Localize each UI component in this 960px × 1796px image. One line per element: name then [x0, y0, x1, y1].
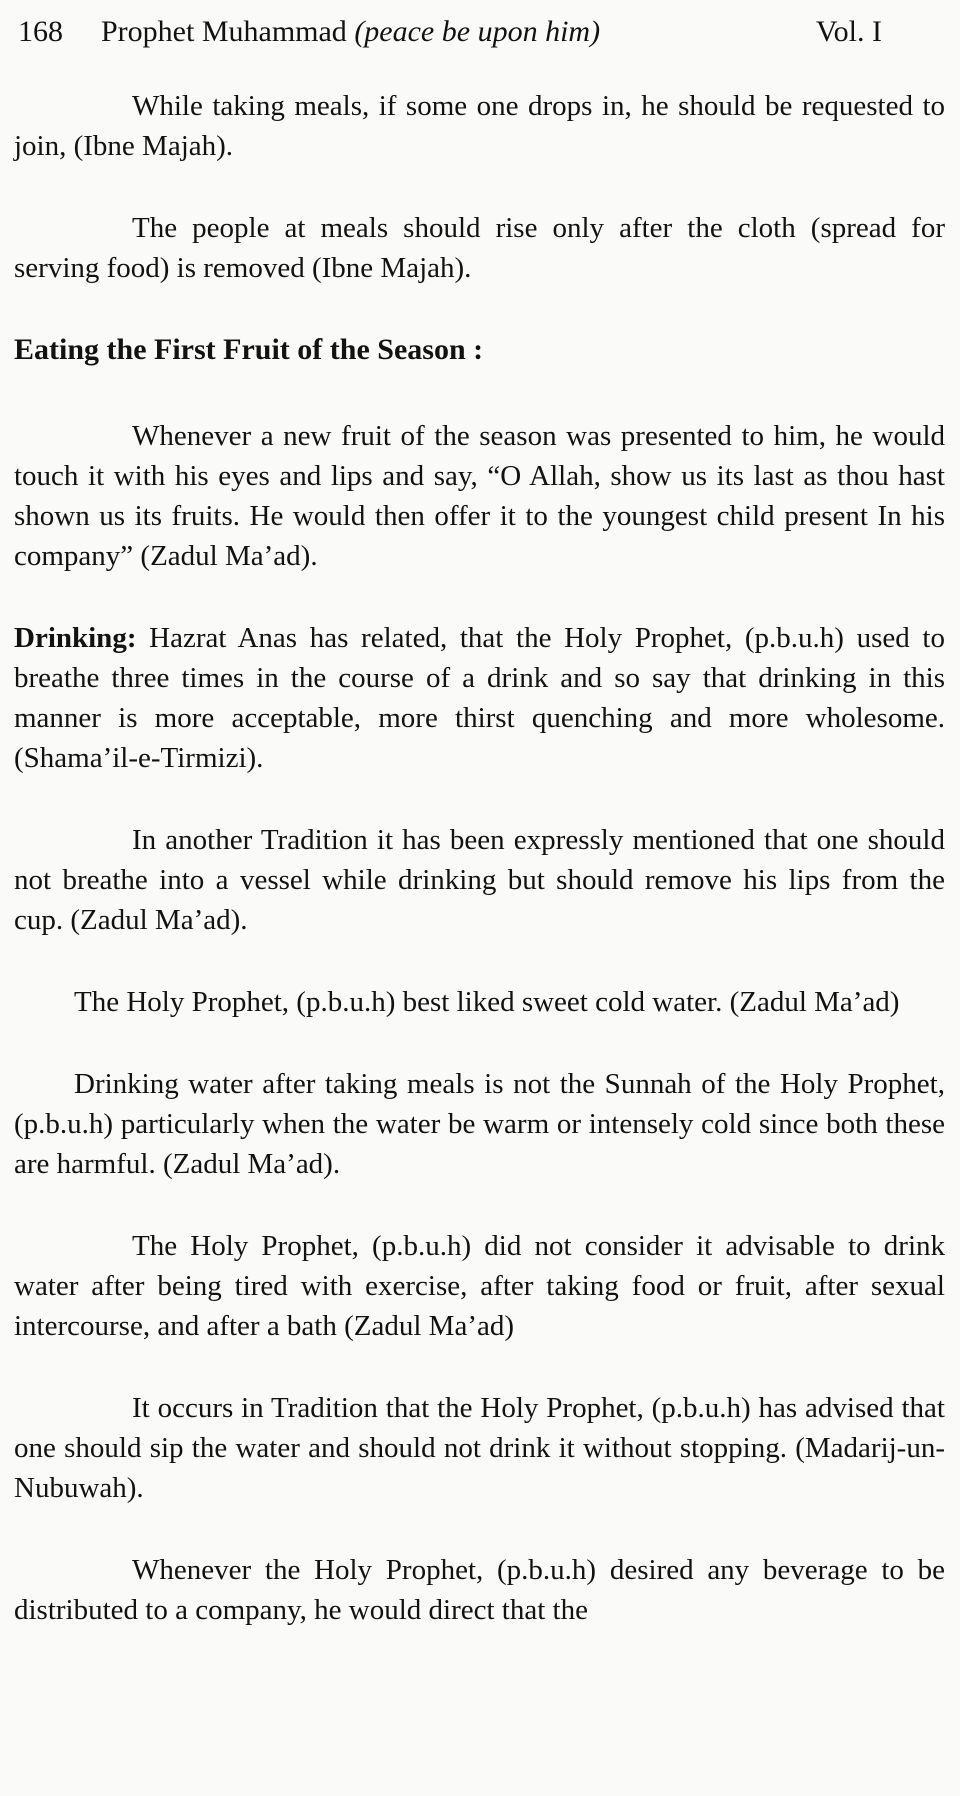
paragraph-no-breathe-vessel: In another Tradition it has been expressly mentioned that one should not breathe into a vessel while drinking but should remove his lips from the cup. (Zadul Ma’ad). — [14, 824, 945, 936]
running-title — [101, 12, 600, 52]
paragraph-drinking-text: Hazrat Anas has related, that the Holy Prophet, (p.b.u.h) used to breathe three times in the course of a drink and so say that drinking in this manner is more acceptable, more thirst quenching and more wholesome.(Shama’il-e-Tirmizi). — [14, 622, 945, 774]
paragraph-sweet-cold-water: The Holy Prophet, (p.b.u.h) best liked sweet cold water. (Zadul Ma’ad) — [74, 986, 900, 1018]
paragraph-meals-guest: While taking meals, if some one drops in, he should be requested to join, (Ibne Majah). — [14, 90, 945, 162]
page-header — [0, 0, 960, 52]
page-number: 168 — [18, 15, 63, 48]
volume-label: Vol. I — [815, 15, 882, 48]
section-heading-first-fruit: Eating the First Fruit of the Season : — [14, 333, 484, 366]
paragraph-rise-after-cloth: The people at meals should rise only after the cloth (spread for serving food) is removed (Ibne Majah). — [14, 212, 945, 284]
drinking-lead-label: Drinking: — [14, 622, 137, 654]
paragraph-beverage-distribution: Whenever the Holy Prophet, (p.b.u.h) desired any beverage to be distributed to a company, he would direct that the — [14, 1554, 945, 1626]
running-title-italic: (peace be upon him) — [354, 15, 601, 48]
page-body — [0, 52, 960, 1630]
paragraph-drinking — [14, 618, 945, 778]
running-title-regular: Prophet Muhammad — [101, 15, 355, 48]
paragraph-water-after-meals: Drinking water after taking meals is not the Sunnah of the Holy Prophet, (p.b.u.h) particularly when the water be warm or intensely cold since both these are harmful. (Zadul Ma’ad). — [14, 1068, 945, 1180]
paragraph-not-advisable: The Holy Prophet, (p.b.u.h) did not consider it advisable to drink water after being tired with exercise, after taking food or fruit, after sexual intercourse, and after a bath (Zadul Ma’ad) — [14, 1230, 945, 1342]
paragraph-new-fruit: Whenever a new fruit of the season was presented to him, he would touch it with his eyes and lips and say, “O Allah, show us its last as thou hast shown us its fruits. He would then offer it to the youngest child present In his company” (Zadul Ma’ad). — [14, 420, 945, 572]
paragraph-sip-water: It occurs in Tradition that the Holy Prophet, (p.b.u.h) has advised that one should sip the water and should not drink it without stopping. (Madarij-un-Nubuwah). — [14, 1392, 945, 1504]
